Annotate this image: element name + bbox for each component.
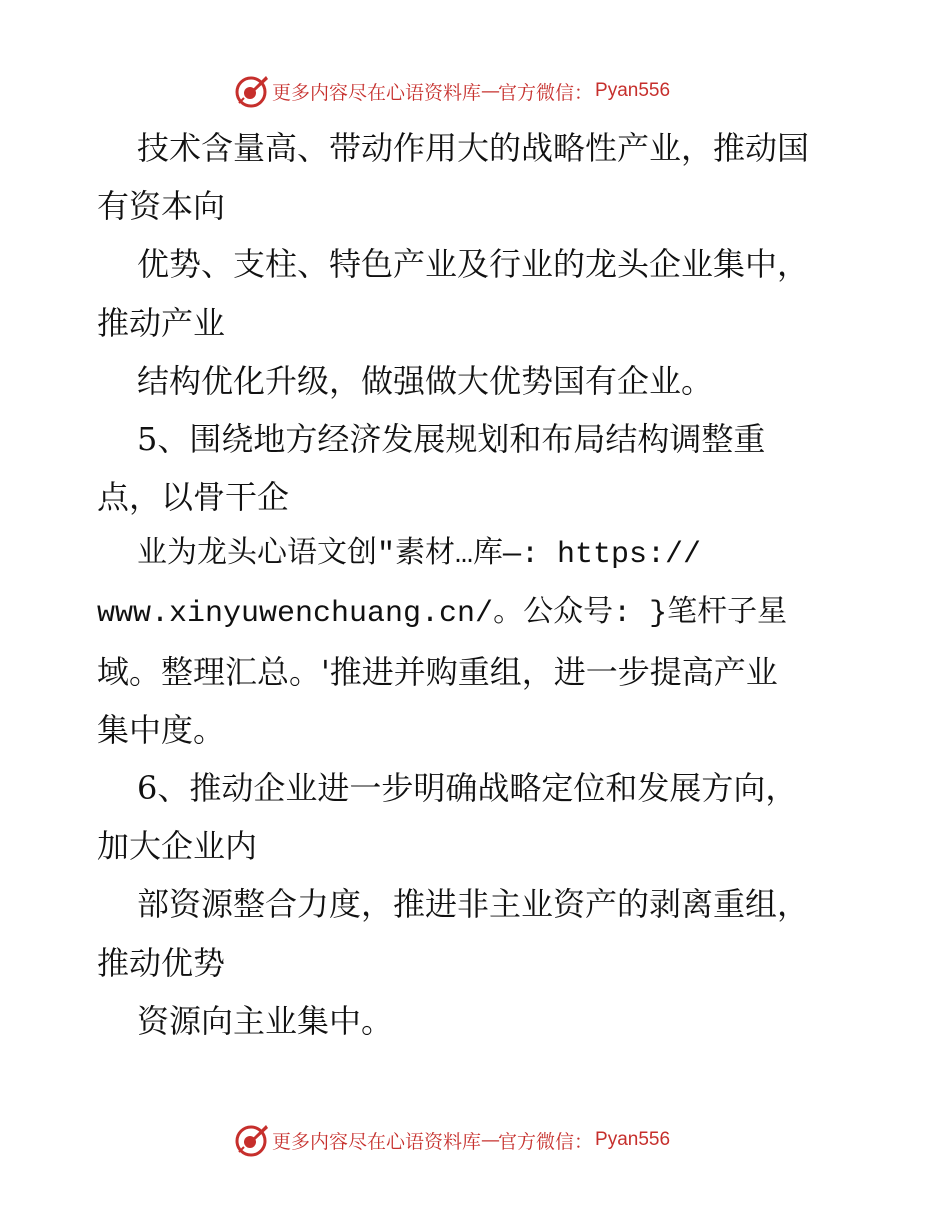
text-line: 结构优化升级，做强做大优势国有企业。 (137, 361, 714, 400)
text-line: 6、推动企业进一步明确战略定位和发展方向， (137, 769, 798, 808)
header-wechat-id: Pyan556 (595, 80, 671, 101)
footer-wechat-label: 官方微信： (498, 1130, 594, 1153)
text-line: 加大企业内 (97, 827, 258, 866)
header-brand-text: 更多内容尽在心语资料库 (272, 81, 482, 104)
text-line: 推动优势 (97, 943, 226, 982)
text-line: 域。整理汇总。'推进并购重组，进一步提高产业 (97, 652, 778, 691)
footer-brand-text: 更多内容尽在心语资料库 (272, 1130, 482, 1153)
header-dash: — (481, 80, 499, 102)
footer-dash: — (481, 1129, 499, 1151)
quill-seal-icon (233, 73, 269, 109)
text-line: www.xinyuwenchuang.cn/。公众号: }笔杆子星 (97, 596, 788, 631)
document-body (97, 119, 857, 1050)
text-line: 点，以骨干企 (97, 478, 290, 517)
quill-seal-icon (233, 1122, 269, 1158)
text-line: 资源向主业集中。 (137, 1001, 394, 1040)
text-line: 有资本向 (97, 187, 226, 226)
text-line: 业为龙头心语文创"素材…库—: https:// (137, 538, 702, 573)
footer-watermark (233, 1122, 670, 1158)
text-line: 集中度。 (97, 710, 226, 749)
text-line: 部资源整合力度，推进非主业资产的剥离重组， (137, 885, 810, 924)
text-line: 技术含量高、带动作用大的战略性产业，推动国 (137, 129, 810, 167)
header-wechat-label: 官方微信： (498, 81, 594, 104)
text-line: 推动产业 (97, 303, 226, 342)
header-watermark (233, 73, 670, 109)
text-line: 5、围绕地方经济发展规划和布局结构调整重 (137, 419, 766, 458)
footer-wechat-id: Pyan556 (595, 1129, 671, 1150)
text-line: 优势、支柱、特色产业及行业的龙头企业集中， (137, 245, 810, 284)
